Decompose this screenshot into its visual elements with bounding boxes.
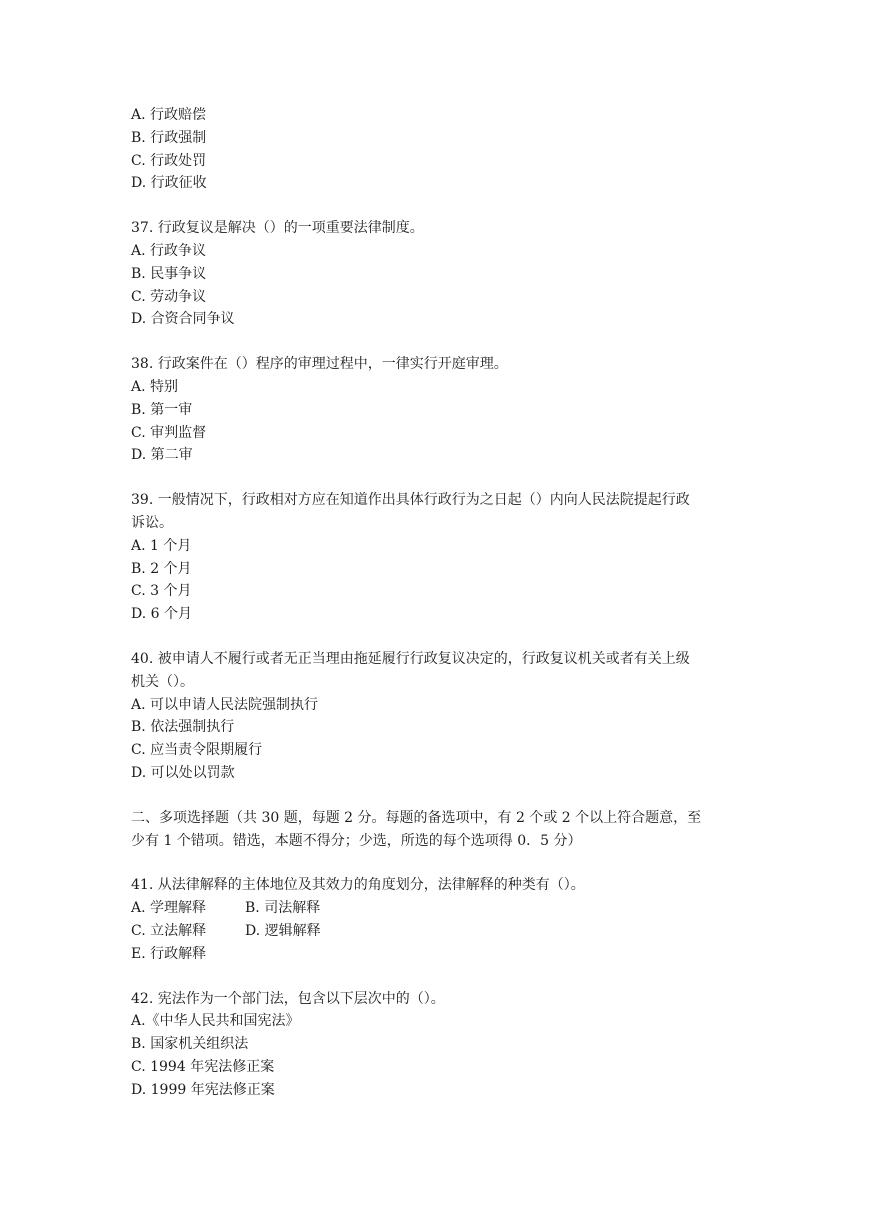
question-text-line2: 机关（）。 xyxy=(131,673,194,690)
option-a: A. 特别 xyxy=(131,378,179,395)
section-heading-line2: 少有 1 个错项。错选，本题不得分；少选，所选的每个选项得 0．5 分） xyxy=(131,832,582,849)
option-d: D. 可以处以罚款 xyxy=(131,764,235,781)
option-b: B. 国家机关组织法 xyxy=(131,1036,249,1053)
question-block-prev xyxy=(131,104,751,195)
question-block-40 xyxy=(131,648,751,785)
question-block-39 xyxy=(131,489,751,626)
question-text: 38. 行政案件在（）程序的审理过程中，一律实行开庭审理。 xyxy=(131,356,508,373)
section-heading-multiple-choice xyxy=(131,807,751,853)
question-block-42 xyxy=(131,988,751,1102)
option-d: D. 合资合同争议 xyxy=(131,311,235,328)
option-c: C. 立法解释 xyxy=(131,922,207,939)
option-a: A. 可以申请人民法院强制执行 xyxy=(131,696,319,713)
document-page xyxy=(131,104,751,1123)
option-d: D. 逻辑解释 xyxy=(245,922,321,939)
option-c: C. 审判监督 xyxy=(131,424,207,441)
question-block-41 xyxy=(131,874,751,965)
option-b: B. 第一审 xyxy=(131,401,193,418)
option-b: B. 民事争议 xyxy=(131,265,207,282)
option-d: D. 行政征收 xyxy=(131,175,207,192)
option-e: E. 行政解释 xyxy=(131,945,207,962)
question-block-37 xyxy=(131,217,751,331)
option-b: B. 2 个月 xyxy=(131,560,192,577)
option-row-1 xyxy=(131,897,751,920)
option-c: C. 1994 年宪法修正案 xyxy=(131,1058,275,1075)
section-heading-line1: 二、多项选择题（共 30 题，每题 2 分。每题的备选项中，有 2 个或 2 个以上符合题意，至 xyxy=(131,809,702,826)
option-c: C. 行政处罚 xyxy=(131,152,207,169)
option-c: C. 3 个月 xyxy=(131,583,192,600)
question-text-line1: 39. 一般情况下，行政相对方应在知道作出具体行政行为之日起（）内向人民法院提起行政 xyxy=(131,492,690,509)
option-d: D. 1999 年宪法修正案 xyxy=(131,1081,275,1098)
option-c: C. 应当责令限期履行 xyxy=(131,742,263,759)
option-b: B. 行政强制 xyxy=(131,129,207,146)
option-a: A. 行政争议 xyxy=(131,242,207,259)
option-a: A. 行政赔偿 xyxy=(131,107,207,123)
option-b: B. 司法解释 xyxy=(245,900,321,917)
option-d: D. 第二审 xyxy=(131,447,193,464)
question-block-38 xyxy=(131,353,751,467)
option-d: D. 6 个月 xyxy=(131,606,192,623)
option-a: A.《中华人民共和国宪法》 xyxy=(131,1013,300,1030)
option-b: B. 依法强制执行 xyxy=(131,719,235,736)
option-a: A. 1 个月 xyxy=(131,537,192,554)
question-text: 37. 行政复议是解决（）的一项重要法律制度。 xyxy=(131,220,424,237)
option-c: C. 劳动争议 xyxy=(131,288,207,305)
question-text: 42. 宪法作为一个部门法，包含以下层次中的（）。 xyxy=(131,990,445,1007)
question-text-line2: 诉讼。 xyxy=(131,514,173,531)
option-a: A. 学理解释 xyxy=(131,900,207,917)
question-text: 41. 从法律解释的主体地位及其效力的角度划分，法律解释的种类有（）。 xyxy=(131,877,585,894)
option-row-2 xyxy=(131,920,751,943)
question-text-line1: 40. 被申请人不履行或者无正当理由拖延履行行政复议决定的，行政复议机关或者有关上级 xyxy=(131,650,690,667)
